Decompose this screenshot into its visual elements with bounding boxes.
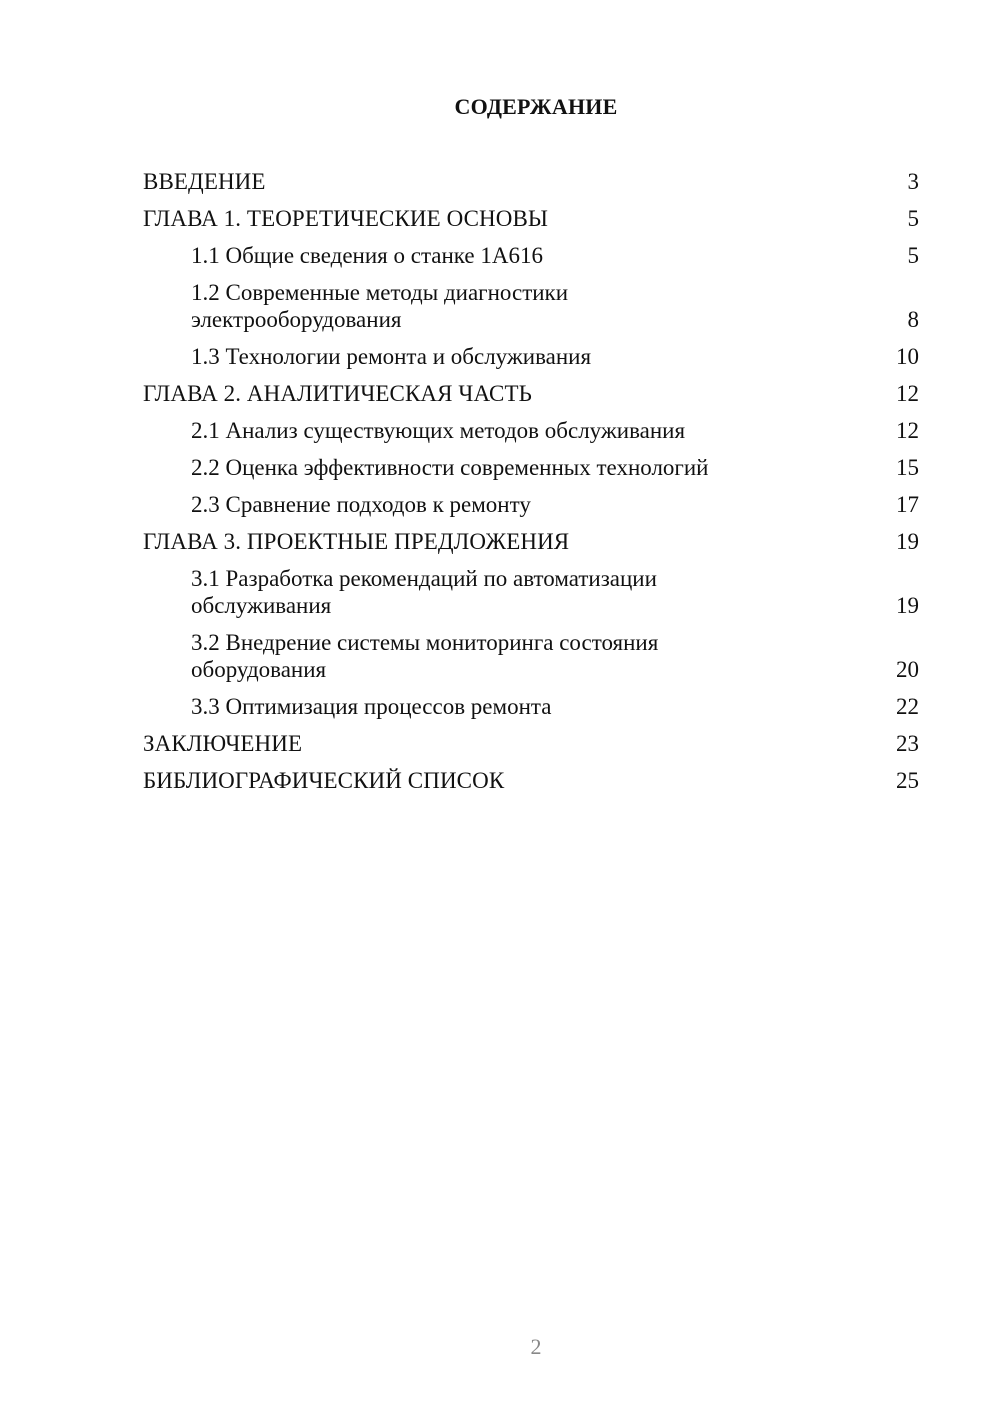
toc-entry-text: 2.3 Сравнение подходов к ремонту xyxy=(191,492,531,517)
page-title: СОДЕРЖАНИЕ xyxy=(454,94,618,119)
toc-entry xyxy=(143,417,919,444)
toc-entry-text: ГЛАВА 1. ТЕОРЕТИЧЕСКИЕ ОСНОВЫ xyxy=(143,206,549,231)
toc-entry-page: 12 xyxy=(896,418,919,443)
toc-entry xyxy=(143,491,919,518)
toc-entry xyxy=(143,168,919,195)
toc-entry xyxy=(143,528,919,555)
toc-entry-page: 17 xyxy=(896,492,919,517)
toc-entry-text: БИБЛИОГРАФИЧЕСКИЙ СПИСОК xyxy=(143,768,505,793)
toc-entry-text: 1.1 Общие сведения о станке 1А616 xyxy=(191,243,543,268)
toc-entry-page: 5 xyxy=(907,243,919,268)
toc-entry-text: 1.2 Современные методы диагностики электрооборудования xyxy=(191,280,569,332)
toc-entry-page: 20 xyxy=(896,657,919,682)
toc-entry-text: 3.1 Разработка рекомендаций по автоматизации обслуживания xyxy=(191,566,657,618)
toc-entry xyxy=(143,730,919,757)
toc-entry-page: 12 xyxy=(896,381,919,406)
toc-entry-text: ВВЕДЕНИЕ xyxy=(143,169,266,194)
toc-entry xyxy=(143,205,919,232)
toc-entry-page: 19 xyxy=(896,593,919,618)
toc-entry xyxy=(143,380,919,407)
toc-entry-text: ГЛАВА 2. АНАЛИТИЧЕСКАЯ ЧАСТЬ xyxy=(143,381,532,406)
toc-entry xyxy=(143,629,919,683)
toc-entry-page: 19 xyxy=(896,529,919,554)
toc-entry-page: 10 xyxy=(896,344,919,369)
toc-entry xyxy=(143,279,919,333)
toc-entry-page: 8 xyxy=(907,307,919,332)
toc-entry-text: 2.2 Оценка эффективности современных технологий xyxy=(191,455,709,480)
toc-entry-text: 1.3 Технологии ремонта и обслуживания xyxy=(191,344,592,369)
toc-entry-text: ЗАКЛЮЧЕНИЕ xyxy=(143,731,303,756)
toc-entry xyxy=(143,454,919,481)
toc-entry-text: ГЛАВА 3. ПРОЕКТНЫЕ ПРЕДЛОЖЕНИЯ xyxy=(143,529,570,554)
toc-entry-page: 15 xyxy=(896,455,919,480)
toc-entry-page: 23 xyxy=(896,731,919,756)
toc-entry-page: 5 xyxy=(907,206,919,231)
page-number: 2 xyxy=(530,1334,542,1359)
toc-entry xyxy=(143,565,919,619)
table-of-contents xyxy=(143,168,919,804)
toc-entry-page: 3 xyxy=(907,169,919,194)
toc-entry xyxy=(143,767,919,794)
toc-entry xyxy=(143,242,919,269)
toc-entry-text: 3.2 Внедрение системы мониторинга состояния оборудования xyxy=(191,630,659,682)
toc-entry-text: 3.3 Оптимизация процессов ремонта xyxy=(191,694,552,719)
toc-entry-page: 25 xyxy=(896,768,919,793)
toc-entry xyxy=(143,343,919,370)
toc-entry-text: 2.1 Анализ существующих методов обслуживания xyxy=(191,418,686,443)
toc-entry xyxy=(143,693,919,720)
toc-entry-page: 22 xyxy=(896,694,919,719)
